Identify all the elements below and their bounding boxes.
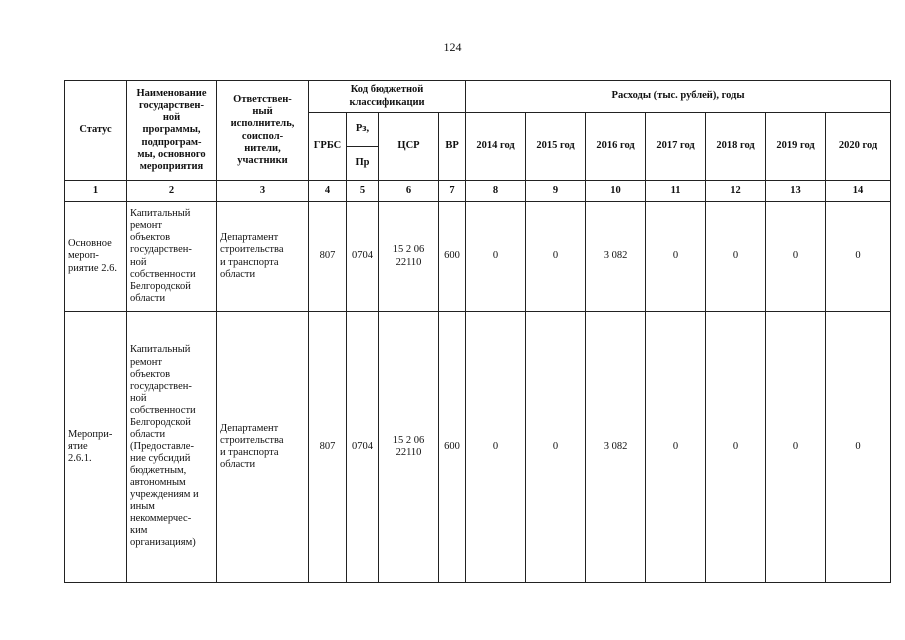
header-budget-code: Код бюджетной классификации	[309, 81, 466, 113]
row-name: Капитальный ремонт объектов государствен- ной собственности Белгородской области (Предоставле- ние субсидий бюджетным, автономным учреждениям и иным некоммерчес- ким организациям)	[127, 312, 217, 583]
header-rz: Рз,	[347, 113, 379, 147]
header-grbs: ГРБС	[309, 113, 347, 181]
header-vr: ВР	[439, 113, 466, 181]
header-year-2015: 2015 год	[526, 113, 586, 181]
row-vr: 600	[439, 202, 466, 312]
row-vr: 600	[439, 312, 466, 583]
column-number: 2	[127, 181, 217, 202]
column-number: 3	[217, 181, 309, 202]
row-value-2020: 0	[826, 312, 891, 583]
row-executor: Департамент строительства и транспорта области	[217, 202, 309, 312]
header-year-2014: 2014 год	[466, 113, 526, 181]
header-name: Наименование государствен- ной программы, подпрограм- мы, основного мероприятия	[127, 81, 217, 181]
page-number: 124	[443, 40, 462, 54]
column-number: 11	[646, 181, 706, 202]
column-number: 7	[439, 181, 466, 202]
column-number: 1	[65, 181, 127, 202]
header-year-2017: 2017 год	[646, 113, 706, 181]
row-value-2017: 0	[646, 312, 706, 583]
row-value-2019: 0	[766, 202, 826, 312]
table-row	[65, 202, 891, 312]
row-rz-pr: 0704	[347, 202, 379, 312]
row-grbs: 807	[309, 202, 347, 312]
row-value-2016: 3 082	[586, 312, 646, 583]
header-year-2018: 2018 год	[706, 113, 766, 181]
header-year-2016: 2016 год	[586, 113, 646, 181]
row-value-2016: 3 082	[586, 202, 646, 312]
header-year-2020: 2020 год	[826, 113, 891, 181]
row-rz-pr: 0704	[347, 312, 379, 583]
row-value-2019: 0	[766, 312, 826, 583]
column-number: 12	[706, 181, 766, 202]
header-pr: Пр	[347, 147, 379, 181]
row-value-2020: 0	[826, 202, 891, 312]
header-status: Статус	[65, 81, 127, 181]
column-number: 10	[586, 181, 646, 202]
row-value-2015: 0	[526, 202, 586, 312]
row-name: Капитальный ремонт объектов государствен- ной собственности Белгородской области	[127, 202, 217, 312]
column-number: 5	[347, 181, 379, 202]
column-number: 14	[826, 181, 891, 202]
table-row	[65, 312, 891, 583]
row-value-2017: 0	[646, 202, 706, 312]
header-expenses: Расходы (тыс. рублей), годы	[466, 81, 891, 113]
column-number: 8	[466, 181, 526, 202]
row-csr: 15 2 06 22110	[379, 202, 439, 312]
header-csr: ЦСР	[379, 113, 439, 181]
column-number: 13	[766, 181, 826, 202]
row-executor: Департамент строительства и транспорта области	[217, 312, 309, 583]
column-number: 4	[309, 181, 347, 202]
row-csr: 15 2 06 22110	[379, 312, 439, 583]
row-status: Меропри- ятие 2.6.1.	[65, 312, 127, 583]
row-value-2018: 0	[706, 312, 766, 583]
row-status: Основное мероп- риятие 2.6.	[65, 202, 127, 312]
row-grbs: 807	[309, 312, 347, 583]
row-value-2014: 0	[466, 202, 526, 312]
header-year-2019: 2019 год	[766, 113, 826, 181]
row-value-2015: 0	[526, 312, 586, 583]
column-number-row	[65, 181, 891, 202]
column-number: 9	[526, 181, 586, 202]
row-value-2014: 0	[466, 312, 526, 583]
column-number: 6	[379, 181, 439, 202]
header-executor: Ответствен- ный исполнитель, соиспол- нители, участники	[217, 81, 309, 181]
row-value-2018: 0	[706, 202, 766, 312]
budget-table	[64, 80, 891, 583]
